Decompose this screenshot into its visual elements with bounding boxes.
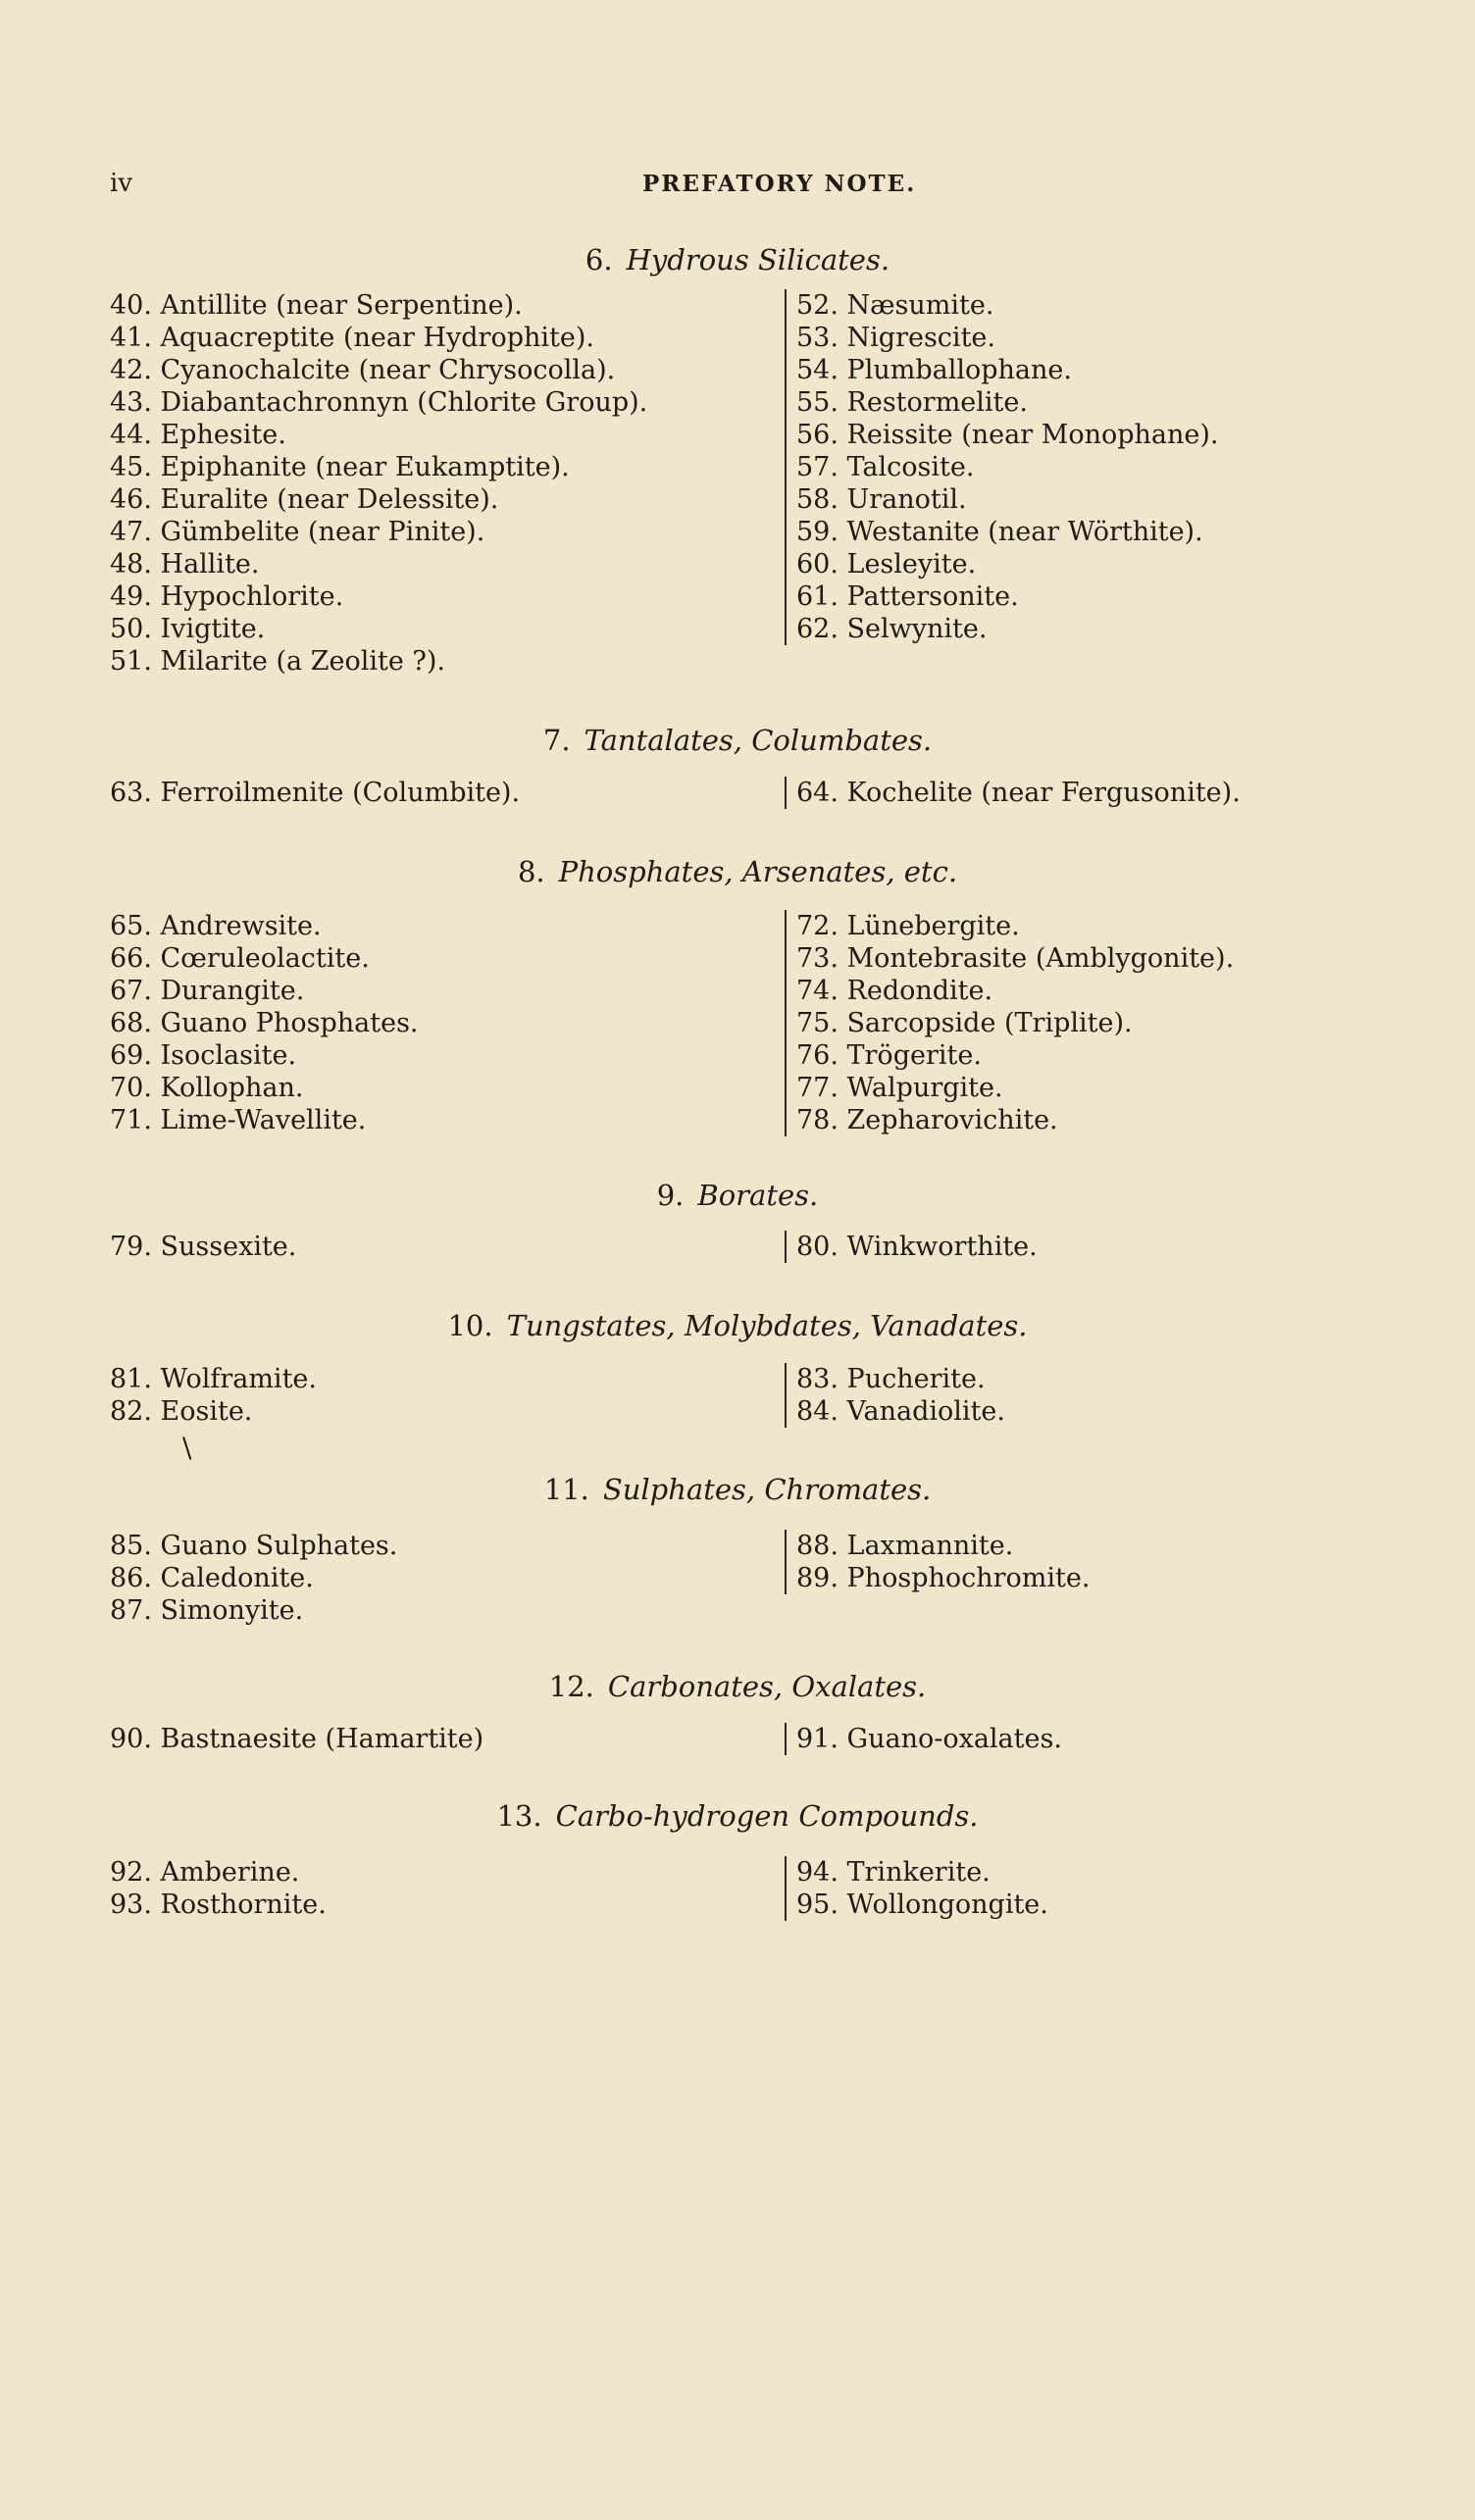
section-heading [0, 1179, 1475, 1212]
mineral-entry: 87. Simonyite. [110, 1595, 304, 1626]
left-column [110, 1231, 296, 1263]
section-heading [0, 243, 1475, 277]
mineral-entry: 48. Hallite. [110, 549, 260, 580]
mineral-entry: 63. Ferroilmenite (Columbite). [110, 778, 521, 808]
mineral-entry: 71. Lime-Wavellite. [110, 1105, 367, 1135]
mineral-entry: 89. Phosphochromite. [796, 1563, 1091, 1593]
left-column [110, 777, 520, 809]
mineral-entry: 50. Ivigtite. [110, 614, 266, 644]
section-title: Carbonates, Oxalates. [607, 1670, 927, 1703]
right-column [785, 1363, 1005, 1428]
mineral-entry: 51. Milarite (a Zeolite ?). [110, 646, 445, 677]
left-column [110, 289, 647, 678]
mineral-entry: 90. Bastnaesite (Hamartite) [110, 1724, 484, 1754]
mineral-entry: 60. Lesleyite. [796, 549, 977, 580]
mineral-entry: 53. Nigrescite. [796, 323, 995, 353]
section-number: 8. [517, 855, 545, 888]
mineral-entry: 82. Eosite. [110, 1396, 253, 1427]
section-heading [0, 1799, 1475, 1833]
section-number: 10. [447, 1309, 493, 1342]
mineral-entry: 46. Euralite (near Delessite). [110, 484, 499, 515]
mineral-entry: 73. Montebrasite (Amblygonite). [796, 943, 1235, 974]
mineral-entry: 44. Ephesite. [110, 420, 286, 450]
mineral-entry: 66. Cœruleolactite. [110, 943, 370, 974]
mineral-entry: 77. Walpurgite. [796, 1073, 1003, 1103]
section-number: 6. [585, 243, 613, 277]
section-number: 9. [656, 1179, 685, 1212]
mineral-entry: 58. Uranotil. [796, 484, 967, 515]
mineral-entry: 56. Reissite (near Monophane). [796, 420, 1219, 450]
right-column [785, 289, 1219, 645]
mineral-entry: 70. Kollophan. [110, 1073, 304, 1103]
mineral-entry: 55. Restormelite. [796, 387, 1028, 418]
section-heading [0, 1473, 1475, 1506]
mineral-entry: 83. Pucherite. [796, 1364, 986, 1394]
mineral-entry: 61. Pattersonite. [796, 581, 1019, 612]
right-column [785, 1723, 1062, 1755]
section-number: 11. [543, 1473, 589, 1506]
running-title: PREFATORY NOTE. [642, 171, 917, 197]
mineral-entry: 43. Diabantachronnyn (Chlorite Group). [110, 387, 648, 418]
mineral-entry: 54. Plumballophane. [796, 355, 1072, 385]
mineral-entry: 42. Cyanochalcite (near Chrysocolla). [110, 355, 616, 385]
section-heading [0, 1670, 1475, 1703]
section-number: 7. [542, 724, 571, 757]
left-column [110, 1363, 317, 1428]
right-column [785, 777, 1241, 809]
mineral-entry: 84. Vanadiolite. [796, 1396, 1005, 1427]
mineral-entry: 94. Trinkerite. [796, 1857, 991, 1888]
mineral-entry: 68. Guano Phosphates. [110, 1008, 419, 1038]
mineral-entry: 45. Epiphanite (near Eukamptite). [110, 452, 570, 482]
mineral-entry: 67. Durangite. [110, 976, 305, 1006]
mineral-entry: 91. Guano-oxalates. [796, 1724, 1062, 1754]
mineral-entry: 95. Wollongongite. [796, 1890, 1048, 1920]
mineral-entry: 57. Talcosite. [796, 452, 975, 482]
section-title: Tantalates, Columbates. [584, 724, 933, 757]
section-heading [0, 855, 1475, 888]
right-column [785, 1856, 1048, 1921]
mineral-entry: 47. Gümbelite (near Pinite). [110, 517, 485, 547]
mineral-entry: 92. Amberine. [110, 1857, 300, 1888]
mineral-entry: 88. Laxmannite. [796, 1531, 1014, 1561]
mineral-entry: 59. Westanite (near Wörthite). [796, 517, 1203, 547]
mineral-entry: 72. Lünebergite. [796, 911, 1020, 941]
section-title: Sulphates, Chromates. [602, 1473, 932, 1506]
section-heading [0, 724, 1475, 757]
mineral-entry: 62. Selwynite. [796, 614, 988, 644]
mineral-entry: 52. Næsumite. [796, 290, 994, 321]
section-title: Hydrous Silicates. [626, 243, 890, 277]
right-column [785, 1231, 1038, 1263]
mineral-entry: 79. Sussexite. [110, 1232, 297, 1262]
left-column [110, 1530, 397, 1627]
mineral-entry: 76. Trögerite. [796, 1040, 982, 1071]
mineral-entry: 86. Caledonite. [110, 1563, 314, 1593]
mineral-entry: 74. Redondite. [796, 976, 993, 1006]
section-title: Phosphates, Arsenates, etc. [558, 855, 958, 888]
left-column [110, 1856, 327, 1921]
left-column [110, 1723, 483, 1755]
right-column [785, 1530, 1090, 1594]
mineral-entry: 64. Kochelite (near Fergusonite). [796, 778, 1241, 808]
section-number: 13. [496, 1799, 542, 1833]
mineral-entry: 69. Isoclasite. [110, 1040, 297, 1071]
section-number: 12. [548, 1670, 594, 1703]
left-column [110, 910, 419, 1136]
mineral-entry: 78. Zepharovichite. [796, 1105, 1058, 1135]
section-title: Tungstates, Molybdates, Vanadates. [506, 1309, 1028, 1342]
mineral-entry: 40. Antillite (near Serpentine). [110, 290, 523, 321]
section-title: Carbo-hydrogen Compounds. [555, 1799, 979, 1833]
right-column [785, 910, 1234, 1136]
section-title: Borates. [697, 1179, 819, 1212]
section-heading [0, 1309, 1475, 1342]
mineral-entry: 81. Wolframite. [110, 1364, 317, 1394]
mineral-entry: 49. Hypochlorite. [110, 581, 344, 612]
stray-mark: \ [182, 1432, 192, 1464]
mineral-entry: 41. Aquacreptite (near Hydrophite). [110, 323, 594, 353]
page-number: iv [110, 169, 133, 198]
mineral-entry: 75. Sarcopside (Triplite). [796, 1008, 1133, 1038]
mineral-entry: 65. Andrewsite. [110, 911, 322, 941]
mineral-entry: 80. Winkworthite. [796, 1232, 1038, 1262]
mineral-entry: 93. Rosthornite. [110, 1890, 327, 1920]
mineral-entry: 85. Guano Sulphates. [110, 1531, 398, 1561]
